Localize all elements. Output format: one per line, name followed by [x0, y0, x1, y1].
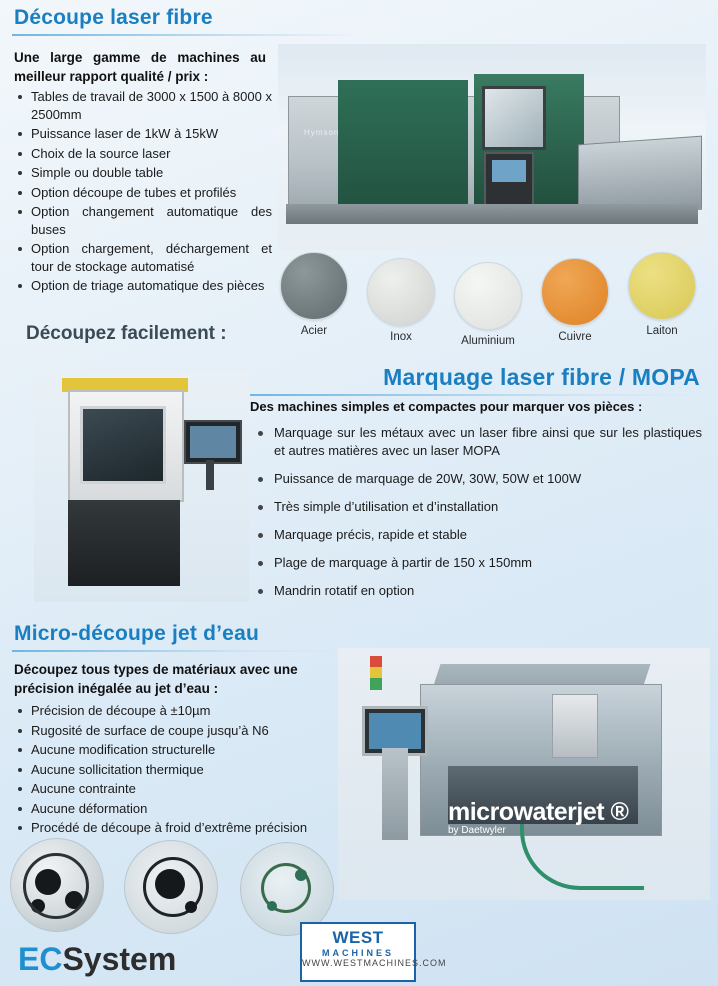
cutting-head [552, 694, 598, 758]
material-swatch-cuivre [539, 258, 611, 343]
laser-cutting-machine-photo [278, 44, 706, 250]
list-item: Précision de découpe à ±10µm [14, 702, 354, 721]
swatch-label: Aluminium [461, 335, 515, 347]
material-swatch-acier [278, 252, 350, 337]
machine-column [382, 748, 408, 840]
list-item: Aucune contrainte [14, 780, 354, 799]
swatch-label: Laiton [646, 325, 678, 337]
feature-list-laser-cutting [14, 88, 272, 297]
logo-suffix: System [62, 941, 177, 977]
signal-tower-icon [370, 656, 382, 690]
list-item: Choix de la source laser [14, 145, 272, 163]
section-intro-2: Des machines simples et compactes pour marquer vos pièces : [250, 399, 643, 414]
logo-line-3: WWW.WESTMACHINES.COM [302, 958, 447, 968]
section-intro-1: Une large gamme de machines au meilleur rapport qualité / prix : [14, 50, 266, 84]
machine-window [80, 406, 166, 484]
machine-window [482, 86, 546, 150]
laser-marking-machine-photo [34, 372, 249, 602]
section-divider-1 [12, 34, 362, 36]
list-item: Option découpe de tubes et profilés [14, 184, 272, 202]
swatch-disc [628, 252, 696, 320]
list-item: Aucune déformation [14, 800, 354, 819]
section-title-laser-cutting: Découpe laser fibre [14, 6, 213, 29]
list-item: Option changement automatique des buses [14, 203, 272, 238]
swatch-label: Acier [300, 325, 328, 337]
logo-line-1: WEST [332, 928, 384, 947]
sample-parts-photos [6, 838, 350, 934]
machine-enclosure-left [338, 80, 468, 216]
section-divider-3 [12, 650, 342, 652]
section-subtitle-1: Découpez facilement : [26, 323, 227, 344]
swatch-disc [541, 258, 609, 326]
sample-photo-1 [10, 838, 104, 932]
machine-lower-body [68, 500, 180, 586]
waterjet-machine-photo [338, 648, 710, 900]
machine-brand-label: Hymson [304, 128, 340, 137]
swatch-label: Cuivre [558, 331, 592, 343]
machine-base [286, 204, 698, 224]
swatch-label: Inox [390, 331, 412, 343]
logo-prefix: EC [18, 941, 63, 977]
list-item: Option chargement, déchargement et tour de stockage automatisé [14, 240, 272, 275]
list-item: Option de triage automatique des pièces [14, 277, 272, 295]
monitor-stand [206, 460, 214, 490]
logo-text-light: micro [448, 798, 514, 826]
logo-subtext: by Daetwyler [448, 825, 506, 836]
logo-text-bold: waterjet ® [513, 798, 629, 826]
swatch-disc [454, 262, 522, 330]
logo-line-2: MACHINES [321, 948, 394, 958]
list-item: Simple ou double table [14, 164, 272, 182]
swatch-disc [367, 258, 435, 326]
sample-photo-2 [124, 840, 218, 934]
section-title-waterjet: Micro-découpe jet d’eau [14, 622, 259, 645]
list-item: Procédé de découpe à froid d’extrême précision [14, 819, 354, 838]
machine-control-panel [484, 152, 534, 210]
list-item: Plage de marquage à partir de 150 x 150mm [252, 554, 702, 572]
machine-monitor [184, 420, 242, 464]
list-item: Aucune sollicitation thermique [14, 761, 354, 780]
section-divider-2 [250, 394, 710, 396]
west-machines-logo [300, 922, 447, 982]
material-swatch-group [278, 252, 708, 352]
section-intro-3: Découpez tous types de matériaux avec une précision inégalée au jet d’eau : [14, 662, 298, 696]
list-item: Marquage précis, rapide et stable [252, 526, 702, 544]
list-item: Mandrin rotatif en option [252, 582, 702, 600]
list-item: Puissance laser de 1kW à 15kW [14, 125, 272, 143]
list-item: Très simple d’utilisation et d’installation [252, 498, 702, 516]
material-swatch-laiton [626, 252, 698, 337]
feature-list-laser-marking [252, 424, 702, 610]
microwaterjet-logo [448, 798, 628, 836]
list-item: Tables de travail de 3000 x 1500 à 8000 x 2500mm [14, 88, 272, 123]
list-item: Marquage sur les métaux avec un laser fibre ainsi que sur les plastiques et autres matières avec un laser MOPA [252, 424, 702, 460]
section-title-laser-marking: Marquage laser fibre / MOPA [383, 364, 700, 390]
list-item: Rugosité de surface de coupe jusqu’à N6 [14, 722, 354, 741]
material-swatch-inox [365, 258, 437, 343]
list-item: Aucune modification structurelle [14, 741, 354, 760]
swatch-disc [280, 252, 348, 320]
material-swatch-aluminium [452, 262, 524, 347]
company-logo [18, 941, 176, 978]
feature-list-waterjet [14, 702, 354, 839]
list-item: Puissance de marquage de 20W, 30W, 50W et 100W [252, 470, 702, 488]
